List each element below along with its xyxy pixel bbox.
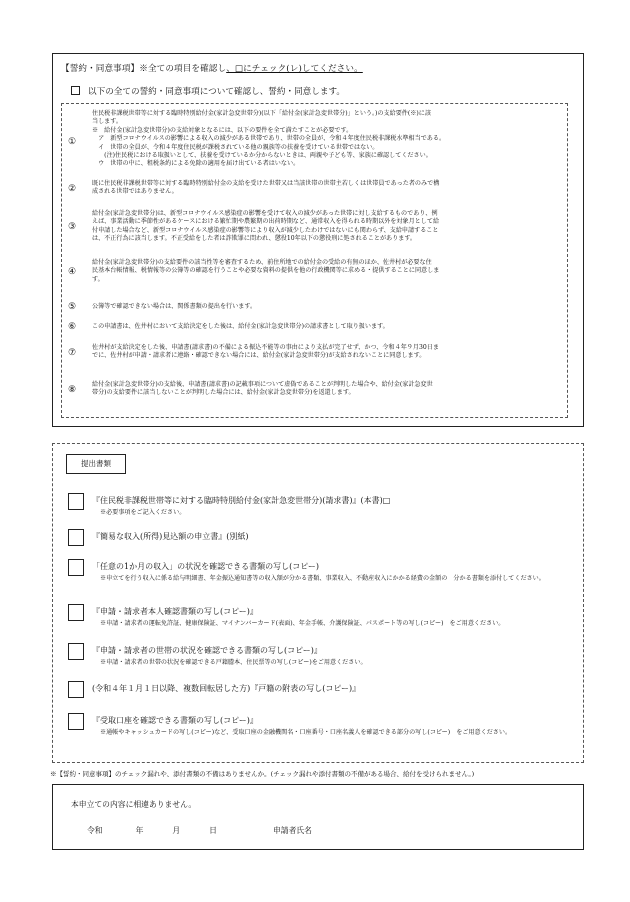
pledge-item-number: ⑧ bbox=[68, 385, 77, 395]
year-label: 年 bbox=[135, 826, 144, 835]
date-field[interactable] bbox=[87, 825, 217, 836]
document-title: 『簡易な収入(所得)見込額の申立書』(別紙) bbox=[92, 532, 249, 541]
pledge-item-text bbox=[92, 344, 562, 361]
pledge-items bbox=[61, 103, 568, 418]
document-title: (令和４年１月１日以降、複数回転居した方)『戸籍の附表の写し(コピー)』 bbox=[92, 684, 361, 693]
check-footnote: ※【誓約・同意事項】のチェック漏れや、添付書類の不備はありませんか。(チェック漏れや添付書類の不備がある場合、給付を受けられません。) bbox=[50, 770, 475, 778]
document-note: ※申請・請求者の世帯の状況を確認できる戸籍謄本、住民票等の写し(コピー)をご用意ください。 bbox=[100, 659, 367, 666]
document-checkbox[interactable] bbox=[68, 493, 84, 510]
applicant-name-label: 申請者氏名 bbox=[273, 826, 312, 835]
confirmation-section bbox=[52, 784, 584, 850]
pledge-item-number: ⑤ bbox=[68, 302, 77, 312]
document-note: ※必要事項をご記入ください。 bbox=[100, 509, 186, 516]
pledge-item-number: ④ bbox=[68, 267, 77, 277]
line: 佐井村が支給決定をした後、申請書(請求書)の不備による振込不能等の事由により支払が完了せず、かつ、令和４年９月30日ま bbox=[92, 344, 439, 351]
day-label: 日 bbox=[209, 826, 217, 835]
era-label: 令和 bbox=[87, 826, 103, 835]
line: ウ 世帯の中に、租税条約による免除の適用を届け出ている者はいない。 bbox=[92, 160, 300, 168]
document-checkbox[interactable] bbox=[68, 681, 84, 698]
line: 当します。 bbox=[92, 118, 122, 126]
pledge-heading-text: 【誓約・同意事項】※全ての項目を確認し bbox=[61, 64, 227, 74]
line: 帯分)の支給要件に該当しないことが判明した場合には、給付金(家計急変世帯分)を返還します。 bbox=[92, 389, 355, 397]
agree-all-row[interactable] bbox=[71, 85, 345, 97]
line: 給付金(家計急変世帯分)は、新型コロナウイルス感染症の影響を受けて収入の減少があった世帯に対し支給するものであり、例 bbox=[92, 210, 438, 217]
line: (注)住民税における取扱いとして、扶養を受けているか分からないときは、両親や子ども等、家族に確認してください。 bbox=[92, 152, 432, 160]
line: 付申請した場合など、新型コロナウイルス感染症の影響等により収入が減少したわけではないにも関わらず、支給申請すること bbox=[92, 226, 439, 234]
line: 住民税非課税世帯等に対する臨時特別給付金(家計急変世帯分)(以下「給付金(家計急変世帯分)」という。)の支給要件(※)に該 bbox=[92, 110, 431, 117]
line: イ 世帯の全員が、令和４年度住民税が課税されている他の親族等の扶養を受けている世帯ではない。 bbox=[92, 143, 379, 151]
document-checkbox[interactable] bbox=[68, 604, 84, 621]
pledge-item-number: ⑦ bbox=[68, 348, 77, 358]
confirmation-statement: 本申立ての内容に相違ありません。 bbox=[71, 800, 197, 809]
line: でに、佐井村が申請・請求者に連絡・確認できない場合には、給付金(家計急変世帯分)が支給されないことに同意します。 bbox=[92, 352, 426, 360]
line: 給付金(家計急変世帯分)の支給後、申請書(請求書)の記載事項について虚偽であることが判明した場合や、給付金(家計急変世 bbox=[92, 381, 433, 388]
agree-all-label: 以下の全ての誓約・同意事項について確認し、誓約・同意します。 bbox=[88, 87, 345, 97]
line: す。 bbox=[92, 275, 104, 283]
document-checkbox[interactable] bbox=[68, 529, 84, 546]
document-title: 「任意の1か月の収入」の状況を確認できる書類の写し(コピー) bbox=[92, 562, 320, 571]
pledge-heading bbox=[61, 62, 363, 74]
documents-section bbox=[52, 443, 584, 763]
document-title: 『住民税非課税世帯等に対する臨時特別給付金(家計急変世帯分)(請求書)』(本書)□ bbox=[92, 496, 391, 505]
document-checkbox[interactable] bbox=[68, 559, 84, 576]
pledge-item-number: ⑥ bbox=[68, 322, 77, 332]
pledge-item-text: 公簿等で確認できない場合は、関係書類の提出を行います。 bbox=[92, 303, 257, 310]
month-label: 月 bbox=[172, 826, 181, 835]
document-checkbox[interactable] bbox=[68, 643, 84, 660]
document-note: ※申請・請求者の運転免許証、健康保険証、マイナンバーカード(表面)、年金手帳、介護保険証、パスポート等の写し(コピー) をご用意ください。 bbox=[100, 620, 505, 627]
line: 既に住民税非課税世帯等に対する臨時特別給付金の支給を受けた世帯又は当該世帯の世帯主若しくは世帯員であった者のみで構 bbox=[92, 180, 440, 187]
document-title: 『申請・請求者の世帯の状況を確認できる書類の写し(コピー)』 bbox=[92, 646, 322, 655]
pledge-item-text bbox=[92, 259, 562, 284]
line: ※ 給付金(家計急変世帯分)の支給対象となるには、以下の要件を全て満たすことが必要です。 bbox=[92, 126, 353, 134]
document-checkbox[interactable] bbox=[68, 713, 84, 730]
pledge-item-number: ② bbox=[68, 184, 77, 194]
pledge-item-text bbox=[92, 381, 562, 398]
pledge-item-text bbox=[92, 210, 562, 244]
line: は、不正行為に該当します。不正受給をした者は詐欺罪に問われ、懲役10年以下の懲役刑に処されることがあります。 bbox=[92, 235, 417, 243]
document-note: ※通帳やキャッシュカードの写し(コピー)など、受取口座の金融機関名・口座番号・口座名義人を確認できる部分の写し(コピー) をご用意ください。 bbox=[100, 729, 512, 736]
pledge-section bbox=[52, 53, 584, 427]
line: 成される世帯ではありません。 bbox=[92, 188, 178, 196]
pledge-heading-instruction: 、□にチェック(レ)してください。 bbox=[226, 64, 363, 74]
line: 給付金(家計急変世帯分)の支給要件の該当性等を審査するため、前住所地での給付金の受給の有無のほか、佐井村が必要な住 bbox=[92, 259, 432, 266]
documents-heading: 提出書類 bbox=[66, 454, 126, 474]
document-title: 『受取口座を確認できる書類の写し(コピー)』 bbox=[92, 716, 258, 725]
agree-all-checkbox[interactable] bbox=[71, 86, 80, 95]
document-title: 『申請・請求者本人確認書類の写し(コピー)』 bbox=[92, 607, 258, 616]
pledge-item-text: この申請書は、佐井村において支給決定をした後は、給付金(家計急変世帯分)の請求書として取り扱います。 bbox=[92, 323, 389, 330]
document-note: ※申立てを行う収入に係る給与明細書、年金振込通知書等の収入額が分かる書類、事業収入、不動産収入にかかる経費の金額の 分かる書類を添付してください。 bbox=[100, 575, 545, 582]
line: ア 新型コロナウイルスの影響による収入の減少がある世帯であり、世帯の全員が、令和４年度住民税非課税水準相当である。 bbox=[92, 135, 446, 143]
line: えば、事業活動に季節性があるケースにおける繁忙期や農繁期の出荷時期など、通常収入を得られる時期以外を対象月として給 bbox=[92, 218, 440, 226]
pledge-item-text bbox=[92, 180, 562, 197]
pledge-item-text bbox=[92, 110, 562, 169]
pledge-item-number: ③ bbox=[68, 222, 77, 232]
line: 民基本台帳情報、税情報等の公簿等の確認を行うことや必要な資料の提供を他の行政機関等に求める・提供することに同意しま bbox=[92, 267, 440, 275]
pledge-item-number: ① bbox=[68, 137, 77, 147]
